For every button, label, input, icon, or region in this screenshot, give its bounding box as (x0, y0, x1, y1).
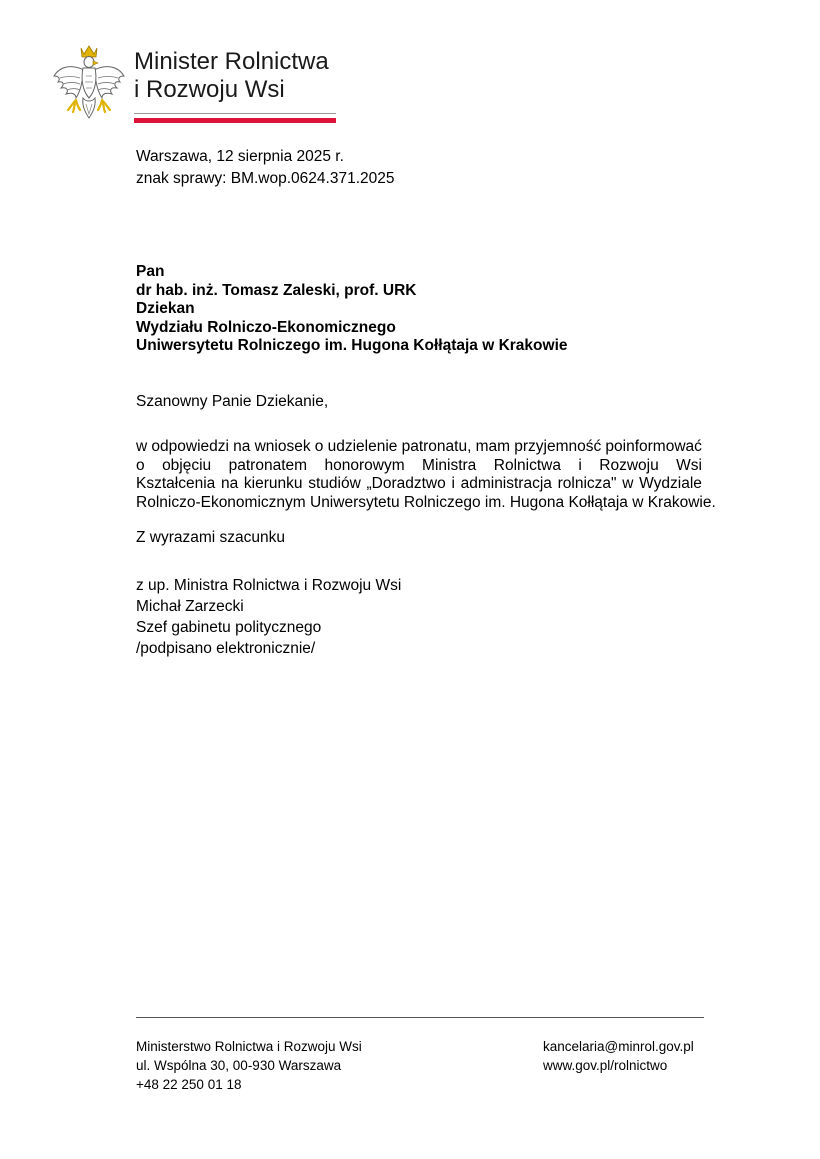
body-word: odpowiedzi (151, 438, 229, 455)
header-divider (134, 113, 336, 114)
body-word: studiów (308, 475, 361, 492)
body-line-1 (136, 438, 702, 457)
recipient-line: Dziekan (136, 300, 195, 317)
footer-divider (136, 1017, 704, 1018)
body-line-2 (136, 457, 702, 476)
body-word: Rozwoju (599, 456, 659, 474)
signature-name: Michał Zarzecki (136, 598, 244, 615)
institution-line-2: i Rozwoju Wsi (134, 76, 285, 103)
footer-address (136, 1037, 362, 1094)
body-word: Ministra (422, 456, 477, 474)
body-word: udzielenie (327, 438, 398, 455)
body-word: i (451, 475, 455, 492)
body-word: kierunku (243, 475, 303, 492)
body-word: Wydziale (639, 475, 702, 492)
letter-body (136, 438, 716, 512)
body-word: w (136, 438, 148, 455)
salutation: Szanowny Panie Dziekanie, (136, 393, 329, 410)
recipient-line: Pan (136, 263, 165, 280)
recipient-line: Uniwersytetu Rolniczego im. Hugona Kołłątaja w Krakowie (136, 337, 568, 354)
footer-website[interactable]: www.gov.pl/rolnictwo (543, 1058, 668, 1073)
body-word: rolnicza" (557, 475, 617, 492)
institution-line-1: Minister Rolnictwa (134, 48, 329, 75)
body-word: Rolnictwa (493, 456, 561, 474)
header-red-stripe (134, 118, 336, 123)
footer-street: ul. Wspólna 30, 00-930 Warszawa (136, 1058, 342, 1073)
closing: Z wyrazami szacunku (136, 529, 286, 546)
body-word: honorowym (324, 456, 405, 474)
body-word: Wsi (676, 456, 702, 474)
letter-meta (136, 148, 395, 192)
footer-org: Ministerstwo Rolnictwa i Rozwoju Wsi (136, 1039, 362, 1054)
place-date: Warszawa, 12 sierpnia 2025 r. (136, 148, 344, 165)
body-word: i (578, 456, 582, 474)
body-word: administracja (460, 475, 552, 492)
body-word: mam (475, 438, 511, 455)
footer-phone: +48 22 250 01 18 (136, 1077, 242, 1092)
body-word: na (220, 475, 239, 492)
body-word: Kształcenia (136, 475, 216, 492)
recipient-block (136, 263, 568, 356)
body-word: w (622, 475, 634, 492)
case-reference: znak sprawy: BM.wop.0624.371.2025 (136, 170, 395, 187)
footer-email[interactable]: kancelaria@minrol.gov.pl (543, 1039, 694, 1054)
body-word: przyjemność (514, 438, 602, 455)
body-word: „Doradztwo (366, 475, 446, 492)
body-word: patronatu, (401, 438, 472, 455)
body-word: objęciu (162, 456, 212, 474)
body-word: o (136, 456, 145, 474)
signature-position: Szef gabinetu politycznego (136, 619, 322, 636)
body-word: wniosek (254, 438, 311, 455)
footer-contact (543, 1037, 694, 1075)
body-line-3 (136, 475, 702, 494)
institution-name (134, 48, 329, 104)
body-word: na (233, 438, 251, 455)
polish-eagle-emblem-icon (52, 42, 126, 122)
signature-on-behalf: z up. Ministra Rolnictwa i Rozwoju Wsi (136, 577, 402, 594)
signature-note: /podpisano elektronicznie/ (136, 640, 316, 657)
body-word: o (314, 438, 324, 455)
body-line-4: Rolniczo-Ekonomicznym Uniwersytetu Rolniczego im. Hugona Kołłątaja w Krakowie. (136, 493, 716, 511)
body-word: patronatem (228, 456, 308, 474)
recipient-line: Wydziału Rolniczo-Ekonomicznego (136, 318, 396, 336)
recipient-line: dr hab. inż. Tomasz Zaleski, prof. URK (136, 281, 417, 299)
signature-block (136, 577, 401, 661)
body-word: poinformować (605, 438, 702, 455)
